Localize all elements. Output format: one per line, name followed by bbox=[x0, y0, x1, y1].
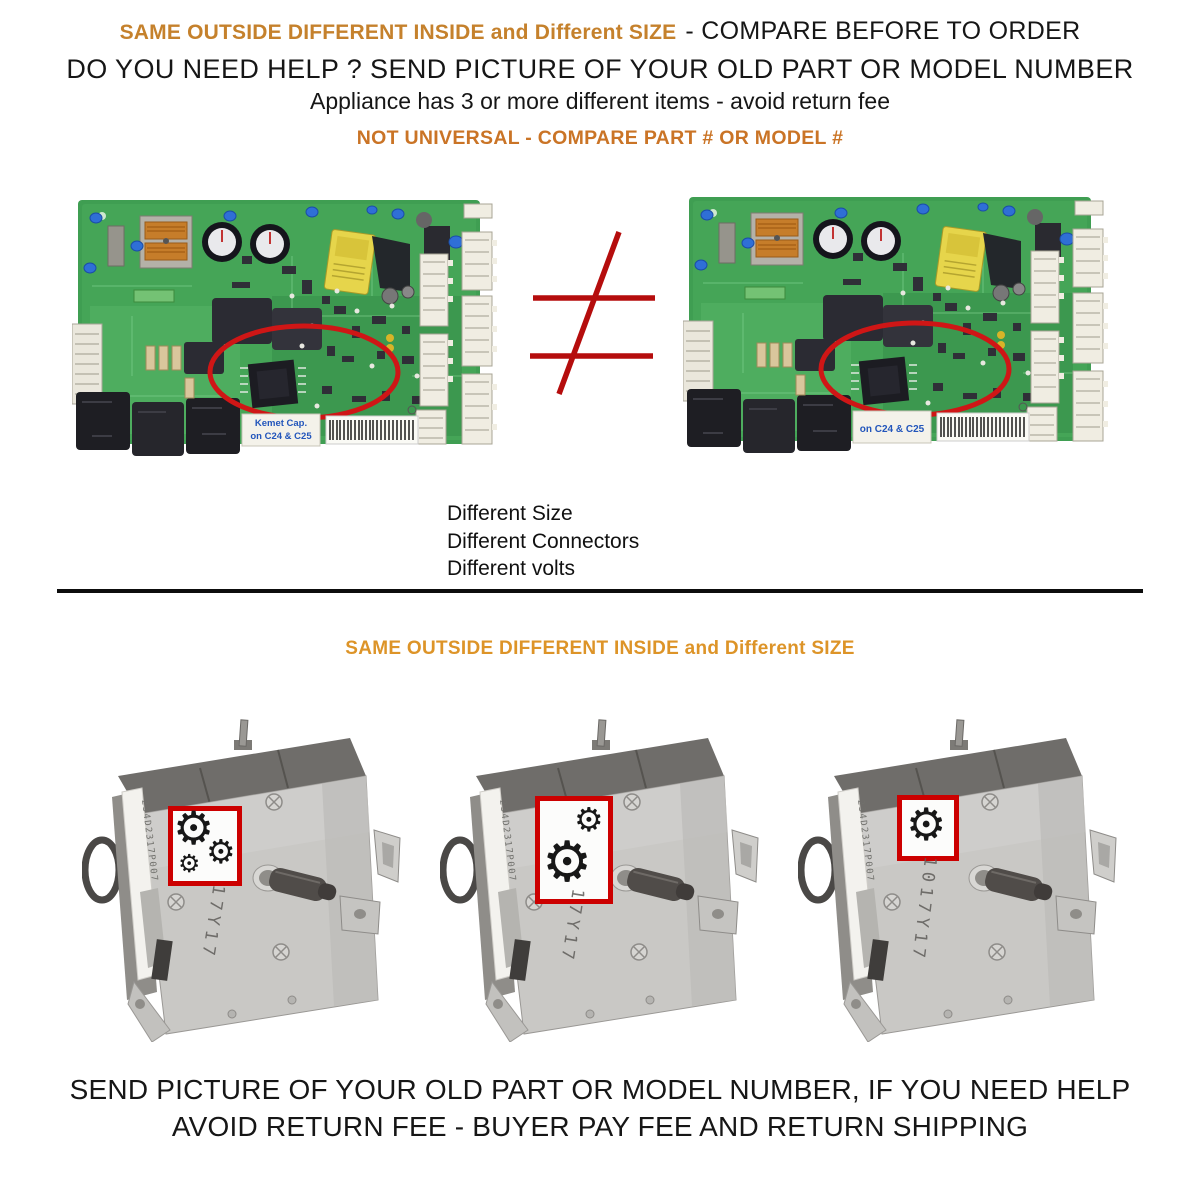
headline-row bbox=[0, 17, 1200, 46]
gear-icon: ⚙ bbox=[206, 832, 236, 871]
section2-heading: SAME OUTSIDE DIFFERENT INSIDE and Different SIZE bbox=[345, 638, 855, 659]
gear-icon: ⚙ bbox=[906, 798, 947, 851]
headline-orange-text: SAME OUTSIDE DIFFERENT INSIDE and Different SIZE bbox=[119, 21, 677, 44]
difference-item: Different volts bbox=[447, 557, 575, 580]
timer-stamp-1: 17Y17 bbox=[196, 883, 229, 962]
footer-line1: SEND PICTURE OF YOUR OLD PART OR MODEL NUMBER, IF YOU NEED HELP bbox=[69, 1074, 1131, 1105]
help-line: DO YOU NEED HELP ? SEND PICTURE OF YOUR OLD PART OR MODEL NUMBER bbox=[66, 54, 1134, 84]
footer-line2: AVOID RETURN FEE - BUYER PAY FEE AND RETURN SHIPPING bbox=[171, 1111, 1029, 1142]
headline-black-text: - COMPARE BEFORE TO ORDER bbox=[685, 17, 1081, 45]
gear-highlight-box-1 bbox=[168, 801, 242, 886]
board-label-line1: Kemet Cap. bbox=[254, 418, 308, 429]
not-equal-symbol bbox=[515, 222, 675, 402]
not-universal-line: NOT UNIVERSAL - COMPARE PART # OR MODEL # bbox=[356, 127, 844, 149]
difference-item: Different Connectors bbox=[447, 529, 640, 553]
timer-stamp-2: 17Y17 bbox=[555, 887, 588, 966]
variants-line: Appliance has 3 or more different items - avoid return fee bbox=[310, 88, 890, 114]
circuit-board-photo-right bbox=[683, 193, 1113, 458]
difference-item: Different Size bbox=[447, 502, 573, 525]
gear-icon: ⚙ bbox=[173, 801, 215, 855]
gear-highlight-box-3 bbox=[897, 795, 959, 861]
board-label: on C24 & C25 bbox=[859, 424, 925, 435]
circuit-board-photo-left bbox=[72, 196, 502, 461]
timer-photo-3 bbox=[798, 712, 1118, 1042]
gear-icon: ⚙ bbox=[574, 800, 604, 839]
timer-photo-1 bbox=[82, 712, 402, 1042]
timer-stamp-3: 1017Y17 bbox=[907, 855, 940, 964]
gear-icon: ⚙ bbox=[178, 849, 201, 878]
differences-list bbox=[447, 500, 639, 583]
board-label-line2: on C24 & C25 bbox=[250, 431, 312, 442]
section-divider bbox=[57, 589, 1143, 593]
gear-icon: ⚙ bbox=[542, 830, 593, 895]
